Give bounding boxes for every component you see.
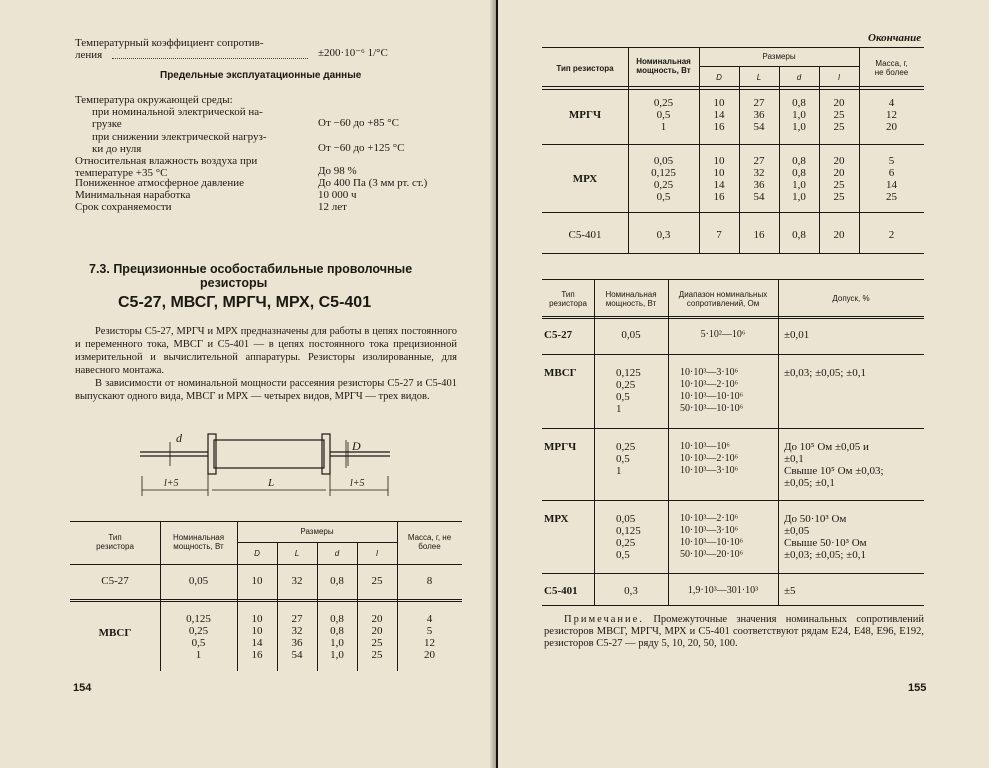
table-cell: 8: [426, 575, 433, 587]
table-cell: До 10⁵ Ом ±0,05 и ±0,1 Свыше 10⁵ Ом ±0,03; ±0,05; ±0,1: [784, 441, 884, 489]
spec-label: при снижении электрической нагруз-: [92, 131, 267, 143]
dim-l-right-label: l+5: [350, 478, 365, 489]
table-cell: 4 5 12 20: [424, 613, 435, 661]
dim-d-label: d: [176, 431, 182, 445]
header-L: L: [294, 549, 300, 558]
header-type: Тип резистора: [556, 64, 614, 73]
resistor-diagram: [140, 428, 390, 500]
header-mass: Масса, г, не более: [874, 59, 909, 77]
table-cell: 7: [716, 229, 722, 241]
continuation-label: Окончание: [868, 32, 922, 44]
table-cell: 25: [371, 575, 383, 587]
table-cell: 10·10³—3·10⁶ 10·10³—2·10⁶ 10·10³—10·10⁶ 50·10³—10·10⁶: [680, 367, 744, 414]
header-power: Номинальная мощность, Вт: [172, 533, 225, 551]
header-d: d: [334, 549, 340, 558]
table-cell: МРХ: [572, 173, 598, 185]
table-cell: 10 10 14 16: [251, 613, 263, 661]
header-tolerance: Допуск, %: [832, 294, 870, 303]
section-heading-2: резисторы: [200, 276, 268, 290]
intro-paragraph: Резисторы С5-27, МРГЧ и МРХ предназначены для работы в цепях постоянного и переменного тока, МВСГ и С5-401 — в цепях постоянного тока прецизионной измерительной и вычислительной аппаратуры. Резисторы изолированные, для навесного монтажа.: [75, 326, 457, 376]
dim-l-left-label: l+5: [164, 478, 179, 489]
table-cell: ±5: [784, 585, 796, 597]
table-cell: ±0,03; ±0,05; ±0,1: [784, 367, 866, 379]
table-cell: 0,8: [330, 575, 344, 587]
table-cell: 16: [753, 229, 765, 241]
spec-value: До 98 %: [318, 165, 357, 177]
spec-label: Срок сохраняемости: [75, 201, 172, 213]
table-cell: 27 36 54: [753, 97, 765, 133]
table-cell: 10·10³—2·10⁶ 10·10³—3·10⁶ 10·10³—10·10⁶ 50·10³—20·10⁶: [680, 513, 744, 560]
table-cell: 20 20 25 25: [833, 155, 845, 203]
table-cell: 0,3: [656, 229, 671, 241]
header-L: L: [756, 73, 762, 82]
limits-heading: Предельные эксплуатационные данные: [160, 70, 362, 81]
note-label: Примечание.: [564, 614, 644, 625]
table-cell: 0,8: [792, 229, 806, 241]
table-cell: 10 10 14 16: [713, 155, 725, 203]
table-cell: 20 20 25 25: [371, 613, 383, 661]
table-cell: 0,8 0,8 1,0 1,0: [330, 613, 344, 661]
table-cell: 0,25 0,5 1: [616, 441, 636, 477]
spec-label: ки до нуля: [92, 143, 142, 155]
table-cell: 5·10²—10⁶: [700, 329, 746, 340]
header-type: Тип резистора: [549, 290, 587, 308]
header-mass: Масса, г, не более: [407, 533, 452, 551]
note: [544, 614, 924, 650]
table-cell: ±0,01: [784, 329, 810, 341]
spec-label: Относительная влажность воздуха при: [75, 155, 258, 167]
table-cell: С5-27: [544, 329, 573, 341]
table-cell: 5 6 14 25: [886, 155, 897, 203]
temp-coef-value: ±200·10⁻⁶ 1/°C: [318, 47, 388, 59]
table-cell: С5-27: [101, 575, 129, 587]
table-cell: МВСГ: [544, 367, 577, 379]
page-number-right: 155: [908, 682, 927, 694]
header-type: Тип резистора: [96, 533, 134, 551]
table-cell: 0,05 0,125 0,25 0,5: [651, 155, 676, 203]
header-d: d: [796, 73, 802, 82]
spec-value: 10 000 ч: [318, 189, 357, 201]
table-cell: 0,25 0,5 1: [653, 97, 674, 133]
header-D: D: [716, 73, 722, 82]
spec-value: От −60 до +85 °C: [318, 117, 399, 129]
dimensions-table-continued: [542, 47, 924, 255]
table-cell: 0,8 0,8 1,0 1,0: [792, 155, 806, 203]
table-cell: 0,125 0,25 0,5 1: [186, 613, 211, 661]
table-cell: МРГЧ: [544, 441, 577, 453]
table-cell: До 50·10³ Ом ±0,05 Свыше 50·10³ Ом ±0,03; ±0,05; ±0,1: [784, 513, 867, 561]
table-cell: 10·10³—10⁶ 10·10³—2·10⁶ 10·10³—3·10⁶: [680, 441, 739, 476]
table-cell: 20 25 25: [833, 97, 845, 133]
dimensions-table: [70, 521, 462, 671]
spec-value: От −60 до +125 °C: [318, 142, 405, 154]
table-cell: С5-401: [568, 229, 602, 241]
table-cell: 0,8 1,0 1,0: [792, 97, 806, 133]
page-number-left: 154: [73, 682, 92, 694]
right-page: [498, 0, 989, 768]
spec-label: грузке: [92, 118, 122, 130]
table-cell: 2: [888, 229, 895, 241]
header-sizes: Размеры: [300, 527, 334, 536]
section-title: С5-27, МВСГ, МРГЧ, МРХ, С5-401: [118, 294, 372, 311]
section-heading: 7.3. Прецизионные особостабильные проволочные: [89, 262, 413, 276]
table-cell: 20: [833, 229, 845, 241]
table-cell: 32: [291, 575, 303, 587]
note-text: Промежуточные значения номинальных сопротивлений резисторов МВСГ, МРГЧ, МРХ и С5-401 соответствуют рядам E24, E48, E96, E192, резисторов С5-27 — ряду 5, 10, 20, 50, 100.: [544, 614, 925, 649]
table-cell: 0,05: [188, 575, 209, 587]
table-cell: 0,05 0,125 0,25 0,5: [616, 513, 641, 561]
header-D: D: [254, 549, 260, 558]
table-cell: 1,9·10³—301·10³: [687, 585, 759, 596]
variants-paragraph: В зависимости от номинальной мощности рассеяния резисторы С5-27 и С5-401 выпускают одного вида, МВСГ и МРХ — четырех видов, МРГЧ — трех видов.: [75, 378, 457, 402]
leader-dots: [112, 58, 308, 59]
table-cell: 10: [251, 575, 263, 587]
temp-coef-label-2: ления: [75, 49, 103, 61]
spec-label: при номинальной электрической на-: [92, 106, 263, 118]
resistance-table: [542, 279, 924, 607]
spec-label: температуре +35 °C: [75, 167, 168, 179]
header-sizes: Размеры: [762, 52, 796, 61]
table-cell: МРГЧ: [568, 109, 602, 121]
table-cell: МРХ: [544, 513, 569, 525]
header-power: Номинальная мощность, Вт: [636, 57, 691, 75]
table-cell: 4 12 20: [886, 97, 897, 133]
header-range: Диапазон номинальных сопротивлений, Ом: [678, 290, 768, 308]
header-power: Номинальная мощность, Вт: [605, 290, 657, 308]
table-cell: С5-401: [544, 585, 578, 597]
table-cell: 27 32 36 54: [753, 155, 765, 203]
table-cell: 0,05: [621, 329, 641, 341]
table-cell: 0,125 0,25 0,5 1: [616, 367, 641, 415]
spec-value: До 400 Па (3 мм рт. ст.): [318, 177, 428, 189]
table-cell: МВСГ: [98, 627, 132, 639]
spec-label: Минимальная наработка: [75, 189, 191, 201]
dim-L-label: L: [268, 477, 275, 489]
header-l: l: [838, 73, 840, 82]
spec-label: Пониженное атмосферное давление: [75, 177, 244, 189]
header-l: l: [376, 549, 378, 558]
table-cell: 0,3: [624, 585, 638, 597]
table-cell: 10 14 16: [713, 97, 725, 133]
spec-label: Температура окружающей среды:: [75, 94, 233, 106]
temp-coef-label: Температурный коэффициент сопротив-: [75, 37, 264, 49]
table-cell: 27 32 36 54: [291, 613, 303, 661]
spec-value: 12 лет: [318, 201, 347, 213]
dim-D-label: D: [352, 439, 361, 453]
